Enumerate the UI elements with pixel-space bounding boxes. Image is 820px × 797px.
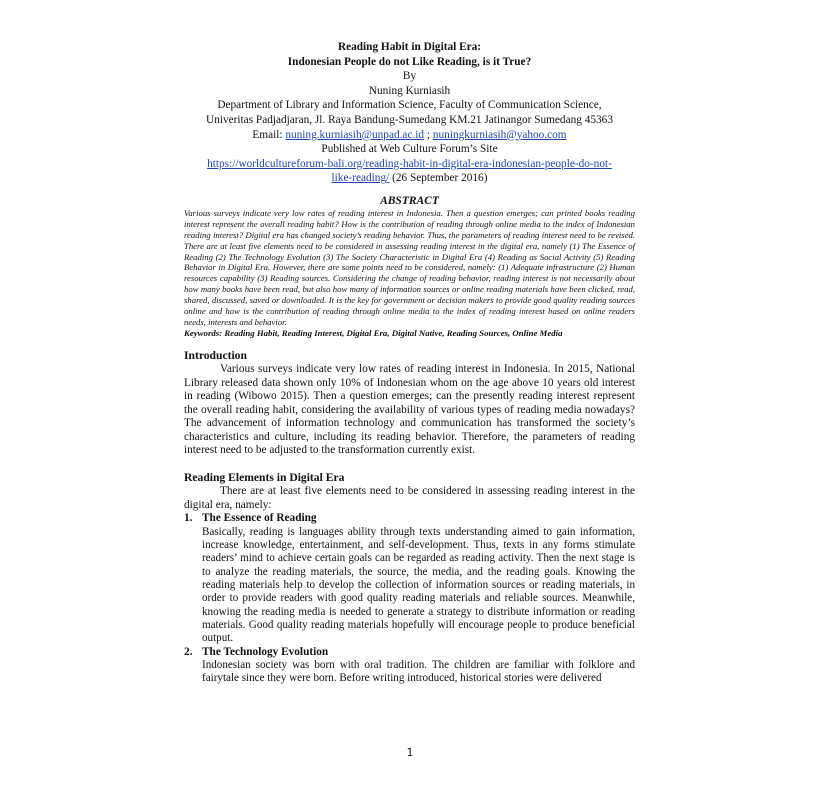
- email-line: [184, 128, 635, 143]
- list-item-text: Indonesian society was born with oral tradition. The children are familiar with folklore and fairytale since they were born. Before writing introduced, historical stories were delivered: [202, 659, 635, 685]
- reading-elements-heading: Reading Elements in Digital Era: [184, 471, 345, 485]
- abstract-heading: ABSTRACT: [380, 194, 439, 207]
- source-url-line-2: [184, 171, 635, 186]
- list-item-number: 1.: [184, 512, 193, 525]
- email-link-unpad[interactable]: nuning.kurniasih@unpad.ac.id: [285, 128, 425, 141]
- paper-header: [184, 40, 635, 186]
- affiliation-line-2: Univeritas Padjadjaran, Jl. Raya Bandung-Sumedang KM.21 Jatinangor Sumedang 45363: [206, 113, 613, 126]
- abstract-text: Various surveys indicate very low rates of reading interest in Indonesia. Then a question emerges; can printed books reading interest represent the overall reading habit? How is the contribution of reading through online media to the index of Indonesian reading interest? Digital era has changed society’s reading behavior. Thus, the parameters of reading interest need to be revised. There are at least five elements need to be considered in assessing reading interest in the digital era, namely (1) The Essence of Reading (2) The Technology Evolution (3) The Society Characteristic in Digital Era (4) Reading as Social Activity (5) Reading Behavior in Digital Era. However, there are some points need to be considered, namely: (1) Adequate infrastructure (2) Human resources capability (3) Reading sources. Considering the change of reading behavior, reading interest is not necessarily about how many books have been read, but also how many of information sources or online reading materials have been clicked, read, shared, discussed, saved or downloaded. It is the key for government or decision makers to provide good quality reading sources online and how is the contribution of reading through online media to the index of reading interest based on online readers needs, interests and behavior.: [184, 207, 635, 327]
- list-item-essence-of-reading: [184, 512, 635, 645]
- reading-elements-section: [184, 471, 635, 686]
- publication-date: (26 September 2016): [392, 172, 488, 185]
- by-label: By: [402, 70, 417, 83]
- list-item-text: Basically, reading is languages ability through texts understanding aimed to gain information, increase knowledge, entertainment, and self-development. Thus, texts in any forms stimulate readers’ mind to achieve certain goals can be regarded as reading activity. Then the next stage is to analyze the reading materials, the source, the media, and the reading goals. Knowing the reading materials help to develop the collection of information sources or reading materials, in order to provide readers with good quality reading materials and reliable sources. Meanwhile, knowing the reading media is needed to generate a strategy to distribute information or reading materials. Good quality reading materials hopefully will encourage people to produce beneficial output.: [202, 525, 635, 645]
- page-number: 1: [406, 747, 414, 759]
- email-label: Email:: [252, 128, 283, 141]
- paper-title-line-2: Indonesian People do not Like Reading, is it True?: [287, 55, 532, 68]
- affiliation-line-1: Department of Library and Information Science, Faculty of Communication Science,: [217, 99, 602, 112]
- source-url-line-1: [184, 157, 635, 172]
- list-item-title: The Technology Evolution: [202, 645, 329, 658]
- published-note: Published at Web Culture Forum’s Site: [321, 143, 498, 156]
- paper-title-line-1: Reading Habit in Digital Era:: [337, 41, 482, 53]
- email-separator: ;: [426, 128, 431, 141]
- email-link-yahoo[interactable]: nuningkurniasih@yahoo.com: [432, 128, 567, 141]
- list-item-title: The Essence of Reading: [202, 512, 317, 525]
- introduction-heading: Introduction: [184, 348, 247, 362]
- source-url-link-part-1[interactable]: https://worldcultureforum-bali.org/reading-habit-in-digital-era-indonesian-people-do-not-: [207, 157, 612, 170]
- source-url-link-part-2[interactable]: like-reading/: [331, 172, 390, 185]
- introduction-paragraph: Various surveys indicate very low rates of reading interest in Indonesia. In 2015, National Library released data shown only 10% of Indonesian whom on the age above 10 years old interest in reading (Wibowo 2015). Then a question emerges; can the presently reading interest represent the overall reading habit, considering the availability of various types of reading media nowadays? The advancement of information technology and communication has transformed the society’s characteristics and culture, including its reading behavior. Therefore, the parameters of reading interest need to be adjusted to the transformation currently exist.: [184, 362, 635, 457]
- author-name: Nuning Kurniasih: [368, 84, 451, 97]
- list-item-number: 2.: [184, 645, 193, 658]
- list-item-technology-evolution: [184, 646, 635, 686]
- keywords: Keywords: Reading Habit, Reading Interest, Digital Era, Digital Native, Reading Sources, Online Media: [184, 327, 563, 338]
- reading-elements-intro: There are at least five elements need to be considered in assessing reading interest in the digital era, namely:: [184, 485, 635, 511]
- page-content: [184, 40, 635, 686]
- introduction-section: [184, 349, 635, 458]
